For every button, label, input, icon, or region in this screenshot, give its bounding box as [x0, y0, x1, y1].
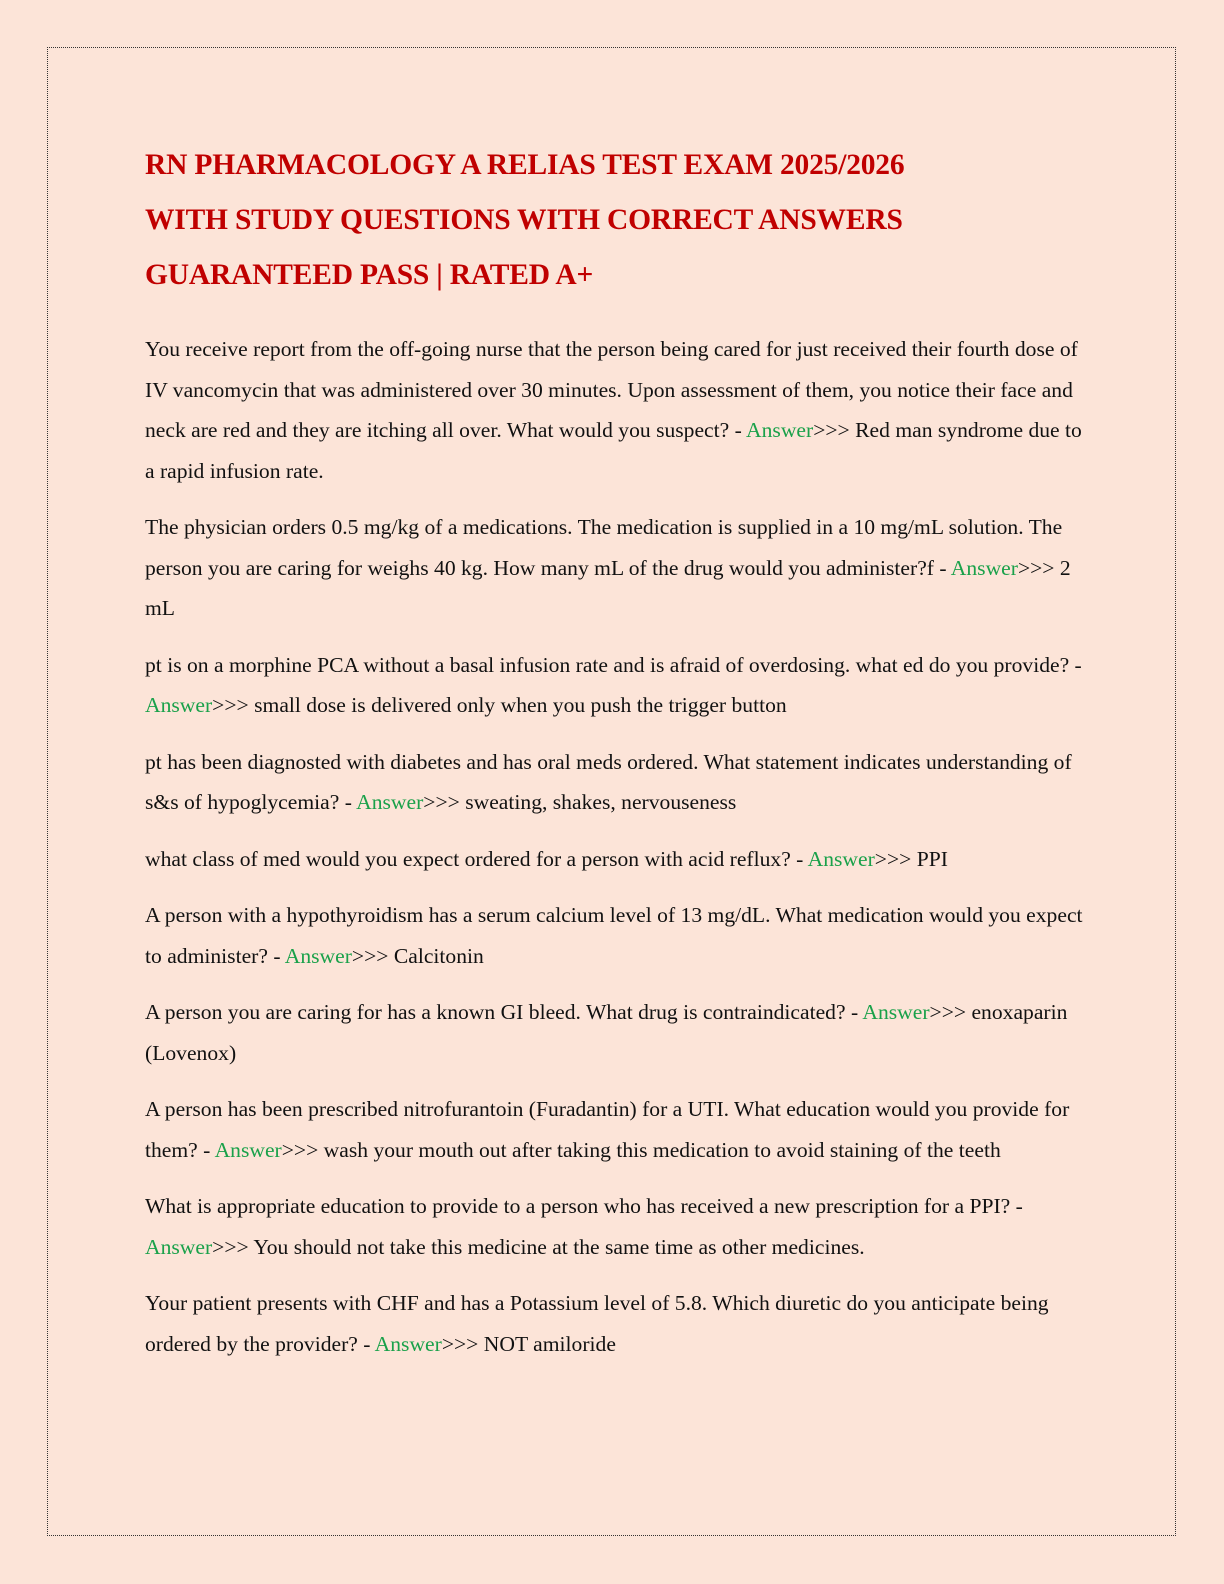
answer-label: Answer	[950, 555, 1018, 580]
answer-text: 2 mL	[145, 555, 1071, 620]
answer-text: Calcitonin	[388, 943, 484, 968]
qa-item-3	[145, 645, 1090, 726]
answer-text: PPI	[911, 846, 948, 871]
qa-item-10	[145, 1283, 1090, 1364]
answer-arrow: >>>	[874, 846, 912, 871]
answer-text: sweating, shakes, nervouseness	[459, 790, 737, 814]
answer-label: Answer	[807, 846, 875, 871]
answer-label: Answer	[356, 790, 424, 814]
title-line-1: RN PHARMACOLOGY A RELIAS TEST EXAM 2025/2026	[145, 149, 905, 181]
answer-text: Red man syndrome due to a rapid infusion rate.	[145, 418, 1082, 483]
answer-label: Answer	[862, 1000, 930, 1024]
question-text: pt has been diagnosted with diabetes and has oral meds ordered. What statement indicates understanding of s&s of hypoglycemia? -	[145, 749, 1072, 814]
qa-item-7	[145, 992, 1090, 1073]
qa-item-6	[145, 895, 1090, 976]
document-title	[145, 138, 1090, 303]
qa-item-1	[145, 329, 1090, 491]
answer-arrow: >>>	[423, 790, 460, 814]
answer-text: wash your mouth out after taking this medication to avoid staining of the teeth	[318, 1137, 1001, 1162]
title-line-3: GUARANTEED PASS | RATED A+	[145, 259, 594, 291]
qa-item-8	[145, 1089, 1090, 1170]
question-text: You receive report from the off-going nurse that the person being cared for just received their fourth dose of IV vancomycin that was administered over 30 minutes. Upon assessment of them, you notice their face and neck are red and they are itching all over. What would you suspect? -	[145, 337, 1078, 442]
question-text: The physician orders 0.5 mg/kg of a medications. The medication is supplied in a 10 mg/mL solution. The person you are caring for weighs 40 kg. How many mL of the drug would you administer?f -	[145, 515, 1063, 580]
qa-item-9	[145, 1186, 1090, 1267]
question-text: Your patient presents with CHF and has a Potassium level of 5.8. Which diuretic do you anticipate being ordered by the provider? -	[145, 1291, 1049, 1356]
answer-arrow: >>>	[212, 693, 249, 717]
document-content	[145, 138, 1090, 1380]
qa-item-2	[145, 507, 1090, 629]
answer-label: Answer	[284, 943, 352, 968]
answer-arrow: >>>	[281, 1137, 319, 1162]
question-text: pt is on a morphine PCA without a basal infusion rate and is afraid of overdosing. what ed do you provide? -	[145, 652, 1082, 677]
question-text: A person you are caring for has a known GI bleed. What drug is contraindicated? -	[145, 1000, 863, 1024]
answer-text: enoxaparin (Lovenox)	[145, 1000, 1068, 1065]
question-text: what class of med would you expect ordered for a person with acid reflux? -	[145, 846, 808, 871]
answer-arrow: >>>	[813, 418, 850, 442]
question-text: A person has been prescribed nitrofurantoin (Furadantin) for a UTI. What education would you provide for them? -	[145, 1097, 1070, 1162]
answer-arrow: >>>	[212, 1234, 249, 1259]
answer-arrow: >>>	[1017, 555, 1055, 580]
qa-item-4	[145, 742, 1090, 823]
question-text: What is appropriate education to provide to a person who has received a new prescription for a PPI? -	[145, 1194, 1023, 1218]
qa-item-5	[145, 839, 1090, 880]
answer-arrow: >>>	[351, 943, 389, 968]
answer-label: Answer	[145, 1234, 213, 1259]
answer-label: Answer	[746, 418, 814, 442]
title-line-2: WITH STUDY QUESTIONS WITH CORRECT ANSWERS	[145, 204, 903, 236]
question-text: A person with a hypothyroidism has a serum calcium level of 13 mg/dL. What medication would you expect to administer? -	[145, 903, 1083, 968]
answer-label: Answer	[374, 1331, 442, 1356]
answer-text: You should not take this medicine at the same time as other medicines.	[248, 1234, 865, 1259]
answer-text: NOT amiloride	[478, 1331, 616, 1356]
answer-arrow: >>>	[929, 1000, 967, 1024]
answer-arrow: >>>	[441, 1331, 479, 1356]
answer-label: Answer	[214, 1137, 282, 1162]
answer-label: Answer	[145, 693, 213, 717]
answer-text: small dose is delivered only when you push the trigger button	[248, 693, 787, 717]
